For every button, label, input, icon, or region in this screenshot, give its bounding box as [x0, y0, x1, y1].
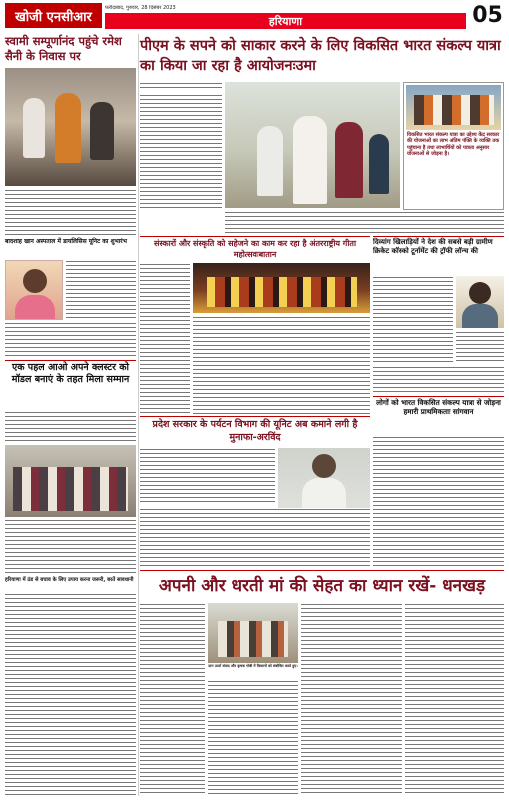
article-tourism-body-2: [140, 508, 370, 567]
section-bar: [105, 13, 466, 29]
article-cold-headline: हरियाणा में ठंड से बचाव के लिए उपाय करना जरूरी, बरतें सावधानी: [5, 577, 134, 583]
top-left-headline: स्वामी सम्पूर्णानंद पहुंचे रमेश सैनी के निवास पर: [5, 34, 122, 63]
article-sangwan-headline: लोगों को भारत विकसित संकल्प यात्रा से जोड़ना हमारी प्राथमिकताः सांगवान: [376, 398, 501, 417]
article-gita-body: [140, 263, 190, 415]
article-gita-photo: [193, 263, 370, 313]
article-cricket-body-3: [373, 366, 504, 394]
article-cricket-body: [373, 276, 453, 364]
lead-headline: पीएम के सपने को साकार करने के लिए विकसित भारत संकल्प यात्रा का किया जा रहा है आयोजनःउमा: [140, 38, 501, 74]
masthead: [0, 0, 509, 33]
lead-sidebar-text: विकसित भारत संकल्प यात्रा का उद्देश्य केंद्र सरकार की योजनाओं का लाभ अंतिम पंक्ति के व्यक्ति तक पहुंचाना है तथा लाभार्थियों को पात्रता अनुसार योजनाओं से जोड़ना है।: [407, 132, 500, 157]
top-left-photo: [5, 68, 136, 186]
page-number: 05: [472, 3, 503, 28]
article-cluster-body-2: [5, 519, 136, 575]
article-cluster-body: [5, 411, 136, 443]
article-dhankhar-body-3: [208, 680, 298, 795]
article-cricket-photo: [456, 276, 504, 328]
article-tourism-headline: प्रदेश सरकार के पर्यटन विभाग की यूनिट अब कमाने लगी है मुनाफा-अरविंद: [152, 419, 358, 443]
article-cricket-headline: दिव्यांग खिलाड़ियों ने देश की सबसे बड़ी ग्रामीण क्रिकेट कॉस्को टूर्नामेंट की ट्रॉफी लॉन्च की: [373, 238, 493, 255]
article-gita-headline: संस्कारों और संस्कृति को सहेजने का काम कर रहा है अंतरराष्ट्रीय गीता महोत्सवःबातान: [153, 239, 357, 259]
section-title: हरियाणा: [268, 14, 303, 28]
lead-photo: [225, 82, 400, 208]
lead-sidebar-photo: [406, 85, 501, 130]
article-dhankhar-body: फरीदाबाद। रासायनिक खादों के अधिक प्रयोग से धरती की उर्वरा शक्ति कम हो रही है। किसानों को प्राकृतिक खेती अपनानी चाहिए ताकि अपनी और धरती मां दोनों की सेहत अच्छी बनी रहे। इस अवसर पर बड़ी संख्या में किसान और ग्रामीण उपस्थित रहे।: [5, 629, 136, 795]
article-gita-body-2: [193, 316, 370, 415]
article-dhankhar-body-2: [140, 603, 205, 795]
article-cricket-body-2: [456, 331, 504, 364]
article-cluster-headline: एक पहल आओ अपने क्लस्टर को मॉडल बनाएं के तहत मिला सम्मान: [11, 362, 130, 385]
article-cluster-photo: [5, 445, 136, 517]
lead-body: फरीदाबाद। विकसित भारत संकल्प यात्रा के तहत आयोजित कार्यक्रम में मुख्य अतिथि ने कहा कि प्रधानमंत्री के सपने को साकार करने के लिए यह यात्रा निकाली जा रही है। इस यात्रा के माध्यम से लोगों को केंद्र सरकार की योजनाओं की जानकारी दी जा रही है और पात्र लोगों का मौके पर ही पंजीकरण किया जा रहा है। कार्यक्रम में बड़ी संख्या में ग्रामीण उपस्थित रहे और उन्होंने विकसित भारत का संकल्प लिया। अधिकारियों ने योजनाओं की विस्तार से जानकारी दी।: [140, 82, 222, 209]
article-hospital-photo: [5, 260, 63, 320]
article-cold-body: [5, 593, 136, 627]
article-dhankhar-headline: अपनी और धरती मां की सेहत का ध्यान रखें- धनखड़: [158, 576, 486, 596]
lead-sidebar-box: [403, 82, 504, 210]
article-hospital-headline: बादशाह खान अस्पताल में डायलिसिस यूनिट का शुभारंभ: [5, 238, 127, 245]
date-line: फरीदाबाद, गुरुवार, 28 दिसंबर 2023: [105, 5, 176, 11]
article-dhankhar-photo: [208, 603, 298, 663]
article-hospital-body: [66, 260, 136, 320]
article-dhankhar-body-4: [301, 603, 402, 795]
article-hospital-body-2: [5, 322, 136, 358]
article-tourism-body: [140, 448, 275, 505]
newspaper-name: खोजी एनसीआर: [15, 9, 92, 25]
article-tourism-photo: [278, 448, 370, 510]
article-dhankhar-body-5: [405, 603, 504, 795]
article-sangwan-body: [373, 436, 504, 567]
brand-block: [5, 3, 102, 28]
top-left-body: फरीदाबाद। अपने प्रवास के तहत स्वामी सम्पूर्णानंद रमेश सैनी के निवास पर पहुंचे और परिवार के सदस्यों को आशीर्वाद दिया। इस अवसर पर समाज के गणमान्य लोग उपस्थित रहे और उन्होंने स्वामी जी का स्वागत किया। स्वामी जी ने कहा कि समाज में सद्भाव और सेवा का भाव होना चाहिए तथा सभी को मिलकर समाज के उत्थान के लिए कार्य करना चाहिए।: [5, 189, 136, 237]
article-dhankhar-caption: ग्राम ऊर्जा संवाद और कृषक गोष्ठी में किसानों को संबोधित करते हुए।: [208, 664, 298, 668]
lead-body-2: [225, 211, 504, 235]
